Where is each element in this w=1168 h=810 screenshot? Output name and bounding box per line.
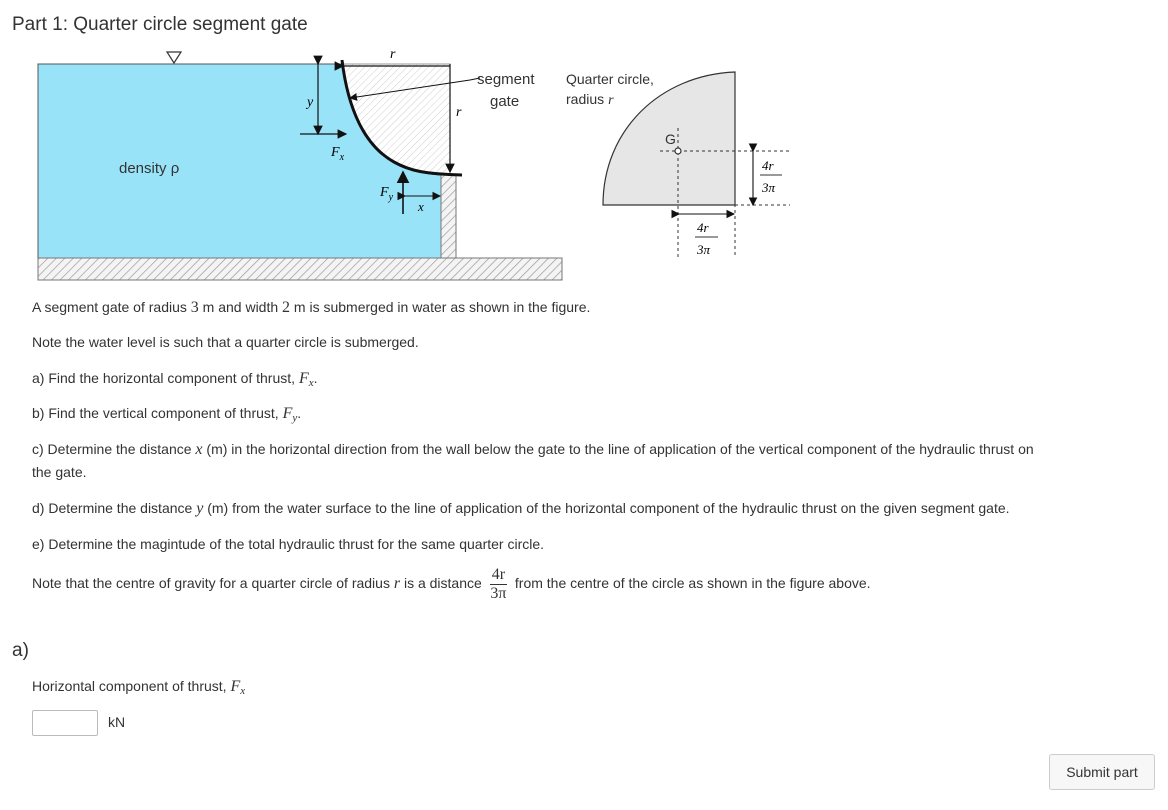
frac-v-num: 4r bbox=[762, 158, 774, 173]
frac-h-num: 4r bbox=[697, 220, 709, 235]
problem-figure bbox=[0, 40, 776, 285]
question-c-line2: the gate. bbox=[32, 464, 87, 480]
problem-line-2: Note the water level is such that a quarter circle is submerged. bbox=[32, 334, 419, 350]
g-label: G bbox=[665, 131, 676, 147]
question-b: b) Find the vertical component of thrust, $F_y$. bbox=[32, 405, 302, 424]
horizontal-thrust-input[interactable] bbox=[32, 710, 98, 736]
page-title: Part 1: Quarter circle segment gate bbox=[12, 14, 308, 35]
x-label: x bbox=[418, 199, 424, 214]
density-label: density ρ bbox=[119, 160, 180, 177]
fy-label: $F_y$ bbox=[380, 185, 394, 203]
radius-label: radius r bbox=[566, 91, 614, 108]
y-label: y bbox=[307, 95, 314, 110]
frac-h-den: 3π bbox=[697, 242, 711, 257]
centroid-point bbox=[675, 148, 681, 154]
question-d: d) Determine the distance y (m) from the water surface to the line of application of the horizontal component of the hydraulic thrust on the given segment gate. bbox=[32, 500, 1010, 517]
ground bbox=[38, 258, 562, 280]
problem-line-1: A segment gate of radius 3 m and width 2 m is submerged in water as shown in the figure. bbox=[32, 299, 591, 316]
fx-label: $F_x$ bbox=[331, 145, 345, 163]
centroid-note: Note that the centre of gravity for a quarter circle of radius r is a distance $\frac{4r}{3\pi}$ from the centre of the circle as shown in the figure above. bbox=[32, 566, 871, 602]
question-a: a) Find the horizontal component of thrust, $F_x$. bbox=[32, 370, 318, 389]
part-a-label: a) bbox=[12, 640, 29, 661]
segment-label: segment bbox=[477, 71, 535, 88]
question-c: c) Determine the distance x (m) in the horizontal direction from the wall below the gate to the line of application of the vertical component of the hydraulic thrust on bbox=[32, 441, 1034, 458]
quarter-circle-label: Quarter circle, bbox=[566, 71, 654, 87]
unit-label: kN bbox=[108, 714, 126, 730]
r-top-label: r bbox=[390, 47, 396, 62]
note-fraction: $\frac{4r}{3\pi}$ bbox=[490, 566, 507, 602]
gate-label: gate bbox=[490, 93, 520, 110]
question-e: e) Determine the magintude of the total hydraulic thrust for the same quarter circle. bbox=[32, 536, 545, 552]
wall bbox=[441, 175, 456, 259]
frac-v-den: 3π bbox=[762, 180, 776, 195]
r-side-label: r bbox=[456, 105, 462, 120]
submit-part-button[interactable]: Submit part bbox=[1049, 754, 1155, 790]
part-a-prompt: Horizontal component of thrust, $F_x$ bbox=[32, 678, 246, 697]
water-surface-icon bbox=[167, 52, 181, 63]
